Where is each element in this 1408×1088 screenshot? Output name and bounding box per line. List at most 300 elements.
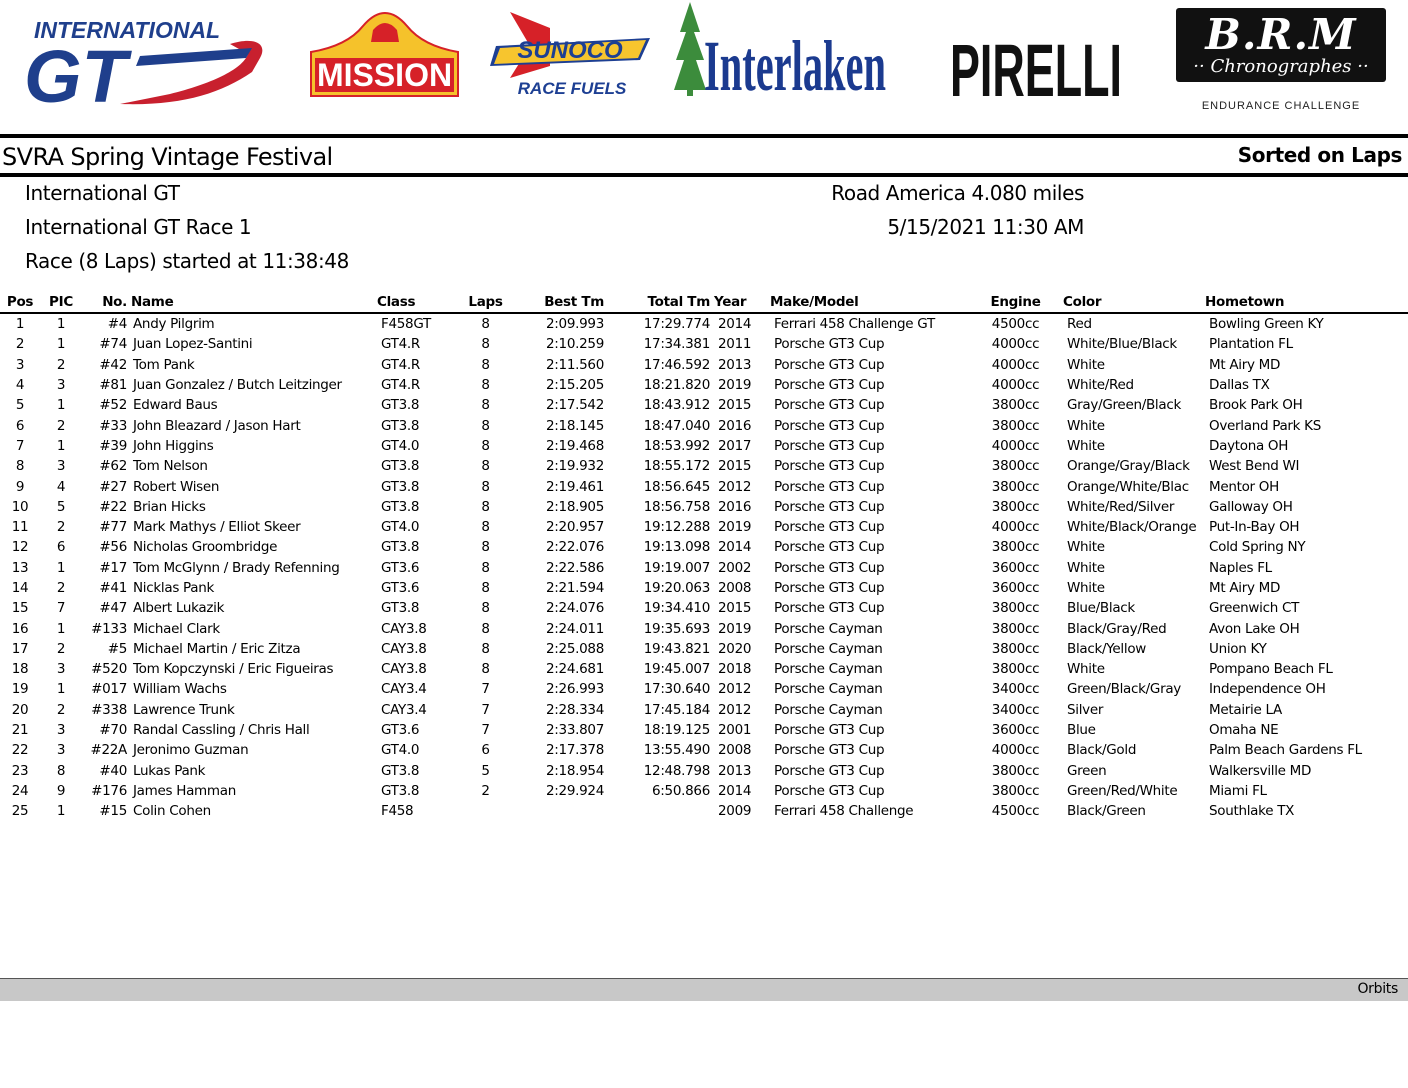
table-row [0, 720, 1408, 740]
cell-class: CAY3.8 [381, 661, 427, 678]
pine-tree-icon [674, 2, 706, 90]
cell-engine: 3800cc [991, 498, 1040, 515]
cell-year: 2014 [718, 782, 752, 799]
cell-laps: 8 [481, 539, 490, 556]
cell-class: GT4.R [381, 336, 420, 353]
cell-make-model: Porsche GT3 Cup [774, 559, 885, 576]
cell-engine: 3800cc [991, 782, 1040, 799]
col-header-year[interactable]: Year [714, 292, 768, 313]
cell-laps: 5 [481, 762, 490, 779]
cell-pos: 14 [11, 580, 29, 596]
cell-number: #70 [99, 722, 127, 739]
cell-make-model: Porsche GT3 Cup [774, 458, 885, 475]
cell-number: #33 [99, 417, 127, 434]
cell-color: Black/Yellow [1067, 640, 1147, 657]
cell-class: F458 [381, 803, 414, 820]
cell-number: #52 [99, 397, 127, 414]
table-row [0, 801, 1408, 821]
cell-year: 2016 [718, 498, 752, 515]
cell-pic: 1 [56, 803, 66, 820]
sunoco-logo-subtext: RACE FUELS [517, 79, 627, 98]
cell-engine: 4000cc [991, 356, 1040, 373]
cell-make-model: Porsche GT3 Cup [774, 519, 885, 536]
cell-total-time: 17:29.774 [643, 316, 710, 333]
cell-name: Juan Gonzalez / Butch Leitzinger [133, 377, 342, 394]
interlaken-logo [676, 2, 888, 106]
cell-hometown: Palm Beach Gardens FL [1209, 742, 1362, 759]
race-name: International GT Race 1 [25, 215, 252, 239]
cell-number: #520 [91, 661, 127, 678]
cell-best-time: 2:22.586 [546, 559, 604, 576]
cell-number: #5 [107, 640, 127, 657]
cell-pic: 1 [56, 397, 66, 414]
cell-number: #4 [107, 316, 127, 333]
cell-class: F458GT [381, 316, 431, 333]
cell-make-model: Porsche GT3 Cup [774, 580, 885, 596]
cell-pos: 3 [15, 356, 25, 373]
cell-pic: 1 [56, 336, 66, 353]
sort-label: Sorted on Laps [1237, 143, 1402, 167]
cell-year: 2014 [718, 539, 752, 556]
cell-laps: 8 [481, 397, 490, 414]
cell-name: Robert Wisen [133, 478, 220, 495]
cell-number: #41 [99, 580, 127, 596]
cell-make-model: Porsche GT3 Cup [774, 478, 885, 495]
sunoco-logo [490, 6, 655, 98]
cell-laps: 8 [481, 356, 490, 373]
table-row [0, 436, 1408, 456]
cell-laps: 8 [481, 640, 490, 657]
cell-engine: 3400cc [991, 701, 1040, 718]
cell-engine: 3800cc [991, 417, 1040, 434]
cell-hometown: Mt Airy MD [1209, 580, 1281, 596]
cell-pos: 21 [11, 722, 29, 739]
cell-class: GT3.8 [381, 478, 420, 495]
cell-pic: 9 [56, 782, 66, 799]
cell-pic: 7 [56, 600, 66, 617]
cell-number: #17 [99, 559, 127, 576]
cell-make-model: Porsche Cayman [774, 701, 883, 718]
international-gt-logo [20, 14, 270, 118]
interlaken-logo-text: Interlaken [704, 26, 886, 106]
cell-color: White [1067, 437, 1105, 454]
cell-class: GT3.8 [381, 762, 420, 779]
table-row [0, 578, 1408, 598]
cell-pic: 2 [56, 640, 66, 657]
cell-best-time: 2:18.954 [546, 762, 604, 779]
cell-total-time: 19:12.288 [643, 519, 710, 536]
cell-hometown: Pompano Beach FL [1209, 661, 1333, 678]
cell-hometown: Southlake TX [1209, 803, 1295, 820]
cell-make-model: Porsche GT3 Cup [774, 417, 885, 434]
cell-best-time: 2:29.924 [546, 782, 604, 799]
cell-name: Mark Mathys / Elliot Skeer [133, 519, 301, 536]
cell-color: Silver [1067, 701, 1104, 718]
cell-laps: 8 [481, 458, 490, 475]
cell-make-model: Ferrari 458 Challenge [774, 803, 914, 820]
cell-hometown: Bowling Green KY [1209, 316, 1324, 333]
table-row [0, 497, 1408, 517]
cell-class: CAY3.4 [381, 701, 427, 718]
cell-pic: 2 [56, 356, 66, 373]
cell-name: John Bleazard / Jason Hart [133, 417, 301, 434]
cell-total-time: 19:20.063 [643, 580, 710, 596]
cell-class: GT4.0 [381, 519, 420, 536]
cell-year: 2013 [718, 356, 752, 373]
cell-name: Nicklas Pank [133, 580, 215, 596]
cell-total-time: 18:43.912 [643, 397, 710, 414]
cell-class: GT3.6 [381, 722, 420, 739]
cell-color: Black/Gray/Red [1067, 620, 1167, 637]
race-start-info: Race (8 Laps) started at 11:38:48 [25, 249, 349, 273]
cell-laps: 8 [481, 316, 490, 333]
cell-hometown: Overland Park KS [1209, 417, 1322, 434]
mission-logo [307, 4, 462, 98]
cell-class: GT3.8 [381, 539, 420, 556]
cell-number: #47 [99, 600, 127, 617]
cell-total-time: 6:50.866 [652, 782, 710, 799]
cell-pos: 9 [15, 478, 25, 495]
cell-class: GT4.0 [381, 437, 420, 454]
cell-year: 2001 [718, 722, 752, 739]
cell-engine: 3800cc [991, 762, 1040, 779]
cell-hometown: Independence OH [1209, 681, 1326, 698]
cell-total-time: 18:21.820 [643, 377, 710, 394]
cell-engine: 4000cc [991, 377, 1040, 394]
cell-hometown: Mentor OH [1209, 478, 1279, 495]
cell-make-model: Porsche GT3 Cup [774, 377, 885, 394]
cell-name: Tom Nelson [133, 458, 208, 475]
cell-best-time: 2:18.145 [546, 417, 604, 434]
cell-color: Black/Gold [1067, 742, 1137, 759]
cell-pic: 3 [56, 458, 66, 475]
cell-engine: 3800cc [991, 397, 1040, 414]
cell-color: White [1067, 417, 1105, 434]
cell-hometown: Naples FL [1209, 559, 1272, 576]
table-row [0, 781, 1408, 801]
cell-best-time: 2:21.594 [546, 580, 604, 596]
cell-class: GT3.6 [381, 580, 420, 596]
cell-total-time: 12:48.798 [643, 762, 710, 779]
table-row [0, 659, 1408, 679]
cell-best-time: 2:20.957 [546, 519, 604, 536]
cell-best-time: 2:17.378 [546, 742, 604, 759]
col-header-pic[interactable]: PIC [40, 292, 82, 313]
cell-class: GT4.0 [381, 742, 420, 759]
cell-class: GT3.8 [381, 397, 420, 414]
cell-make-model: Porsche GT3 Cup [774, 539, 885, 556]
cell-hometown: Plantation FL [1209, 336, 1293, 353]
series-name: International GT [25, 181, 180, 205]
col-header-hometown[interactable]: Hometown [1203, 292, 1408, 313]
col-header-number[interactable]: No. [82, 292, 127, 313]
cell-color: Orange/Gray/Black [1067, 458, 1190, 475]
cell-best-time: 2:33.807 [546, 722, 604, 739]
cell-laps: 8 [481, 600, 490, 617]
cell-color: Orange/White/Blac [1067, 478, 1189, 495]
cell-number: #77 [99, 519, 127, 536]
cell-total-time: 18:56.758 [643, 498, 710, 515]
igt-logo-line2: GT [24, 35, 127, 118]
cell-pos: 10 [11, 498, 29, 515]
cell-make-model: Porsche GT3 Cup [774, 762, 885, 779]
cell-name: Jeronimo Guzman [133, 742, 249, 759]
cell-color: Green/Red/White [1067, 782, 1178, 799]
cell-laps [457, 801, 514, 821]
col-header-color[interactable]: Color [1063, 292, 1203, 313]
table-row [0, 537, 1408, 557]
cell-class: GT3.8 [381, 600, 420, 617]
cell-laps: 8 [481, 437, 490, 454]
col-header-make-model[interactable]: Make/Model [768, 292, 968, 313]
cell-class: CAY3.8 [381, 620, 427, 637]
cell-total-time: 18:47.040 [643, 417, 710, 434]
cell-make-model: Porsche GT3 Cup [774, 600, 885, 617]
table-row [0, 476, 1408, 496]
cell-engine: 3800cc [991, 600, 1040, 617]
cell-total-time: 19:19.007 [643, 559, 710, 576]
cell-make-model: Porsche GT3 Cup [774, 742, 885, 759]
cell-best-time: 2:24.076 [546, 600, 604, 617]
cell-class: GT3.8 [381, 458, 420, 475]
col-header-best-time[interactable]: Best Tm [514, 292, 610, 313]
cell-pic: 1 [56, 681, 66, 698]
cell-pos: 19 [11, 681, 29, 698]
cell-best-time: 2:17.542 [546, 397, 604, 414]
cell-pos: 18 [11, 661, 29, 678]
cell-laps: 8 [481, 498, 490, 515]
cell-number: #62 [99, 458, 127, 475]
cell-best-time: 2:19.932 [546, 458, 604, 475]
cell-year: 2012 [718, 478, 752, 495]
col-header-name[interactable]: Name [127, 292, 377, 313]
cell-engine: 3800cc [991, 620, 1040, 637]
cell-hometown: West Bend WI [1209, 458, 1300, 475]
cell-laps: 8 [481, 580, 490, 596]
cell-pic: 2 [56, 701, 66, 718]
cell-make-model: Porsche Cayman [774, 620, 883, 637]
cell-engine: 3600cc [991, 722, 1040, 739]
cell-engine: 3800cc [991, 640, 1040, 657]
cell-name: Brian Hicks [133, 498, 206, 515]
cell-hometown: Avon Lake OH [1209, 620, 1300, 637]
cell-year: 2015 [718, 458, 752, 475]
cell-number: #39 [99, 437, 127, 454]
cell-pic: 3 [56, 722, 66, 739]
cell-name: Randal Cassling / Chris Hall [133, 722, 310, 739]
cell-name: Michael Clark [133, 620, 220, 637]
cell-total-time: 17:34.381 [643, 336, 710, 353]
cell-number: #42 [99, 356, 127, 373]
table-row [0, 639, 1408, 659]
cell-best-time: 2:28.334 [546, 701, 604, 718]
cell-name: Tom McGlynn / Brady Refenning [133, 559, 340, 576]
cell-color: White/Red/Silver [1067, 498, 1175, 515]
cell-hometown: Daytona OH [1209, 437, 1289, 454]
brm-logo-title: B.R.M [1205, 10, 1357, 59]
cell-pic: 8 [56, 762, 66, 779]
table-row [0, 618, 1408, 638]
cell-name: Tom Pank [133, 356, 195, 373]
cell-name: Edward Baus [133, 397, 218, 414]
cell-engine: 4500cc [991, 803, 1040, 820]
cell-pic: 1 [56, 316, 66, 333]
cell-hometown: Miami FL [1209, 782, 1267, 799]
cell-class: GT4.R [381, 356, 420, 373]
cell-year: 2018 [718, 661, 752, 678]
cell-laps: 6 [481, 742, 490, 759]
col-header-laps[interactable]: Laps [457, 292, 514, 313]
cell-pic: 4 [56, 478, 66, 495]
cell-pos: 20 [11, 701, 29, 718]
cell-number: #338 [91, 701, 127, 718]
mission-logo-text: MISSION [316, 57, 453, 93]
col-header-engine[interactable]: Engine [968, 292, 1063, 313]
table-header-row [0, 292, 1408, 313]
cell-year: 2013 [718, 762, 752, 779]
cell-make-model: Porsche GT3 Cup [774, 722, 885, 739]
col-header-pos[interactable]: Pos [0, 292, 40, 313]
cell-number: #22A [90, 742, 127, 759]
cell-best-time: 2:18.905 [546, 498, 604, 515]
cell-total-time: 18:53.992 [643, 437, 710, 454]
cell-color: Blue/Black [1067, 600, 1135, 617]
table-row [0, 679, 1408, 699]
track-info: Road America 4.080 miles [831, 181, 1084, 205]
col-header-class[interactable]: Class [377, 292, 457, 313]
cell-total-time: 17:46.592 [643, 356, 710, 373]
cell-year: 2012 [718, 681, 752, 698]
cell-pos: 16 [11, 620, 29, 637]
cell-hometown: Brook Park OH [1209, 397, 1303, 414]
cell-best-time: 2:24.011 [546, 620, 604, 637]
cell-best-time: 2:26.993 [546, 681, 604, 698]
cell-year: 2019 [718, 620, 752, 637]
cell-laps: 8 [481, 478, 490, 495]
cell-engine: 3800cc [991, 661, 1040, 678]
cell-pic: 2 [56, 519, 66, 536]
cell-color: White/Black/Orange [1067, 519, 1197, 536]
cell-engine: 4000cc [991, 742, 1040, 759]
cell-number: #74 [99, 336, 127, 353]
cell-year: 2011 [718, 336, 752, 353]
cell-name: Andy Pilgrim [133, 316, 215, 333]
cell-hometown: Galloway OH [1209, 498, 1293, 515]
cell-hometown: Cold Spring NY [1209, 539, 1306, 556]
cell-laps: 8 [481, 417, 490, 434]
cell-pos: 17 [11, 640, 29, 657]
cell-number: #27 [99, 478, 127, 495]
cell-total-time: 19:34.410 [643, 600, 710, 617]
results-table [0, 292, 1408, 821]
cell-make-model: Porsche GT3 Cup [774, 498, 885, 515]
col-header-total-time[interactable]: Total Tm [610, 292, 714, 313]
cell-class: GT3.8 [381, 782, 420, 799]
cell-pos: 7 [15, 437, 25, 454]
cell-make-model: Porsche GT3 Cup [774, 356, 885, 373]
event-title: SVRA Spring Vintage Festival [2, 143, 333, 171]
cell-best-time: 2:09.993 [546, 316, 604, 333]
cell-pic: 1 [56, 559, 66, 576]
cell-hometown: Dallas TX [1209, 377, 1270, 394]
cell-pos: 13 [11, 559, 29, 576]
cell-hometown: Walkersville MD [1209, 762, 1312, 779]
cell-name: John Higgins [133, 437, 214, 454]
cell-laps: 8 [481, 519, 490, 536]
cell-laps: 7 [481, 701, 490, 718]
cell-best-time: 2:10.259 [546, 336, 604, 353]
cell-number: #40 [99, 762, 127, 779]
cell-make-model: Porsche GT3 Cup [774, 782, 885, 799]
cell-class: GT3.8 [381, 417, 420, 434]
cell-class: GT4.R [381, 377, 420, 394]
table-row [0, 375, 1408, 395]
table-row [0, 334, 1408, 354]
cell-pos: 6 [15, 417, 25, 434]
cell-total-time: 17:30.640 [643, 681, 710, 698]
cell-engine: 3600cc [991, 580, 1040, 596]
cell-total-time: 19:13.098 [643, 539, 710, 556]
cell-class: CAY3.8 [381, 640, 427, 657]
cell-number: #176 [91, 782, 127, 799]
cell-engine: 4000cc [991, 519, 1040, 536]
cell-best-time: 2:24.681 [546, 661, 604, 678]
cell-name: Tom Kopczynski / Eric Figueiras [133, 661, 334, 678]
cell-engine: 3400cc [991, 681, 1040, 698]
cell-class: GT3.8 [381, 498, 420, 515]
cell-name: Juan Lopez-Santini [133, 336, 253, 353]
table-row [0, 558, 1408, 578]
cell-number: #15 [99, 803, 127, 820]
cell-color: Green [1067, 762, 1107, 779]
cell-pos: 8 [15, 458, 25, 475]
cell-name: Albert Lukazik [133, 600, 225, 617]
cell-color: Gray/Green/Black [1067, 397, 1181, 414]
cell-year: 2008 [718, 580, 752, 596]
cell-year: 2002 [718, 559, 752, 576]
table-row [0, 415, 1408, 435]
cell-pos: 2 [15, 336, 25, 353]
cell-make-model: Porsche GT3 Cup [774, 397, 885, 414]
cell-class: CAY3.4 [381, 681, 427, 698]
cell-pic: 2 [56, 417, 66, 434]
cell-best-time: 2:19.468 [546, 437, 604, 454]
cell-total-time: 13:55.490 [643, 742, 710, 759]
cell-name: William Wachs [133, 681, 227, 698]
cell-number: #56 [99, 539, 127, 556]
cell-best-time [514, 801, 610, 821]
cell-hometown: Omaha NE [1209, 722, 1279, 739]
cell-pic: 1 [56, 437, 66, 454]
table-row [0, 761, 1408, 781]
cell-year: 2017 [718, 437, 752, 454]
cell-hometown: Union KY [1209, 640, 1267, 657]
cell-make-model: Porsche GT3 Cup [774, 437, 885, 454]
cell-laps: 8 [481, 336, 490, 353]
cell-pos: 15 [11, 600, 29, 617]
cell-pos: 12 [11, 539, 29, 556]
cell-pos: 23 [11, 762, 29, 779]
pirelli-logo-text: PIRELLI [950, 29, 1122, 112]
cell-color: White [1067, 580, 1105, 596]
cell-pic: 2 [56, 580, 66, 596]
cell-laps: 8 [481, 620, 490, 637]
cell-laps: 8 [481, 377, 490, 394]
cell-engine: 3600cc [991, 559, 1040, 576]
cell-engine: 4000cc [991, 437, 1040, 454]
table-row [0, 598, 1408, 618]
cell-total-time: 19:45.007 [643, 661, 710, 678]
